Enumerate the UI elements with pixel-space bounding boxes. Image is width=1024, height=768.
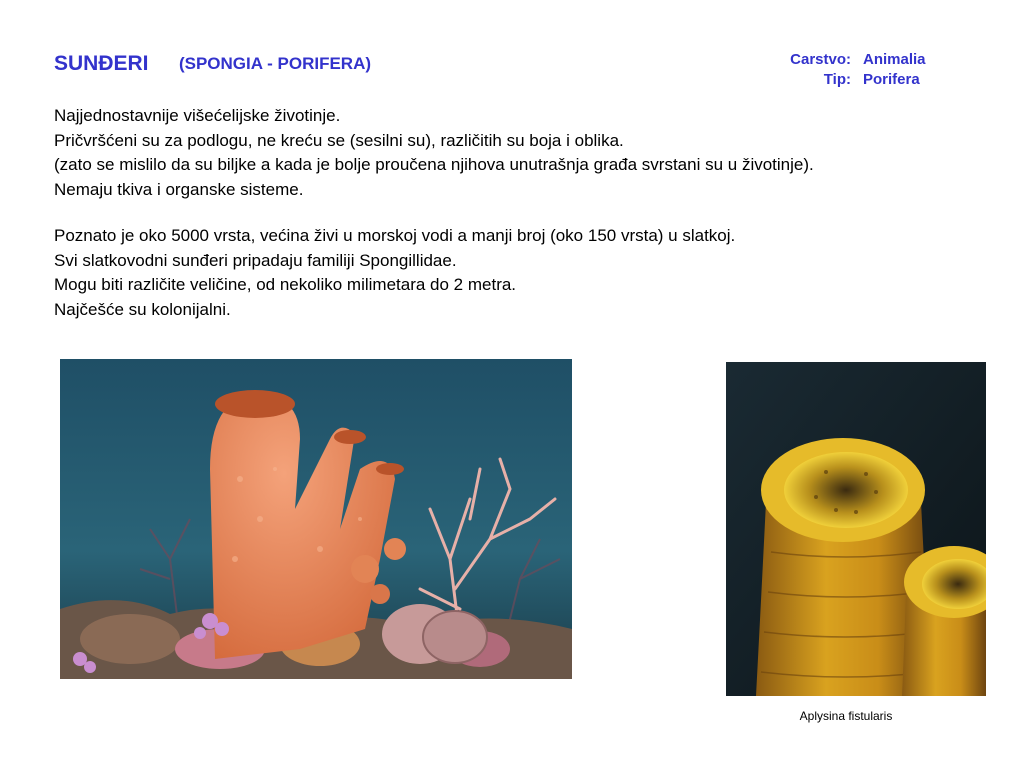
reef-sponge-photo	[60, 359, 572, 679]
tube-sponge-photo	[726, 362, 986, 696]
taxonomy-key: Tip:	[823, 71, 851, 88]
taxonomy-value: Animalia	[863, 51, 926, 68]
taxonomy-value: Porifera	[863, 71, 920, 88]
text-line: Pričvršćeni su za podlogu, ne kreću se (sesilni su), različitih su boja i oblika.	[54, 130, 624, 150]
taxonomy-row-phylum	[760, 70, 960, 90]
taxonomy-key: Carstvo:	[790, 51, 851, 68]
page-title	[54, 52, 371, 76]
title-sub: (SPONGIA - PORIFERA)	[178, 54, 372, 73]
title-main: SUNĐERI	[54, 52, 149, 75]
text-line: Najjednostavnije višećelijske životinje.	[54, 106, 341, 125]
text-line: Svi slatkovodni sunđeri pripadaju familiji Spongillidae.	[54, 250, 457, 270]
body-text	[54, 104, 1004, 322]
text-line: Nemaju tkiva i organske sisteme.	[54, 179, 304, 199]
taxonomy-box	[760, 50, 960, 90]
text-line: Mogu biti različite veličine, od nekoliko milimetara do 2 metra.	[54, 275, 517, 294]
taxonomy-row-kingdom	[760, 50, 960, 70]
image-caption: Aplysina fistularis	[799, 709, 893, 723]
text-line: (zato se mislilo da su biljke a kada je bolje proučena njihova unutrašnja građa svrstani su u životinje).	[54, 155, 814, 174]
text-line: Najčešće su kolonijalni.	[54, 299, 231, 319]
text-line: Poznato je oko 5000 vrsta, većina živi u morskoj vodi a manji broj (oko 150 vrsta) u slatkoj.	[54, 226, 736, 245]
